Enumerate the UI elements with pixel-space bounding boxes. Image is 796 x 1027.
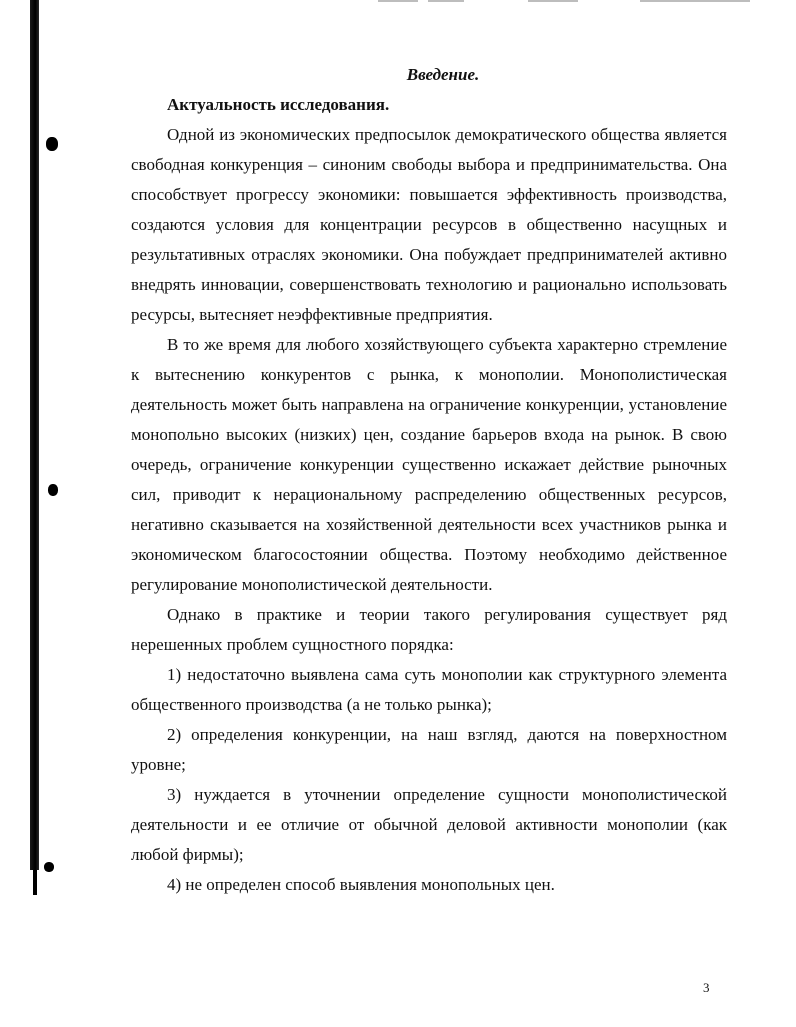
document-page (131, 60, 727, 900)
scan-top-dash (528, 0, 578, 2)
scan-blot (46, 137, 58, 151)
document-subtitle: Актуальность исследования. (167, 95, 390, 114)
document-title: Введение. (406, 65, 480, 84)
scan-top-dash (640, 0, 750, 2)
scan-top-dash (428, 0, 464, 2)
scan-blot (44, 862, 54, 872)
list-item: 2) определения конкуренции, на наш взгляд, даются на поверхностном уровне; (131, 725, 727, 774)
list-item: 4) не определен способ выявления монопольных цен. (167, 875, 555, 894)
page-number: 3 (703, 980, 710, 995)
paragraph: Одной из экономических предпосылок демократического общества является свободная конкуренция – синоним свободы выбора и предпринимательства. Она способствует прогрессу экономики: повышается эффективность производства, создаются условия для концентрации ресурсов в общественно насущных и результативных отраслях экономики. Она побуждает предпринимателей активно внедрять инновации, совершенствовать технологию и рационально использовать ресурсы, вытесняет неэффективные предприятия. (131, 125, 727, 324)
paragraph: Однако в практике и теории такого регулирования существует ряд нерешенных проблем сущностного порядка: (131, 605, 727, 654)
list-item: 1) недостаточно выявлена сама суть монополии как структурного элемента общественного производства (а не только рынка); (131, 665, 727, 714)
list-item: 3) нуждается в уточнении определение сущности монополистической деятельности и ее отличие от обычной деловой активности монополии (как любой фирмы); (131, 785, 727, 864)
scan-left-bar (30, 0, 39, 870)
scan-blot (48, 484, 58, 496)
paragraph: В то же время для любого хозяйствующего субъекта характерно стремление к вытеснению конкурентов с рынка, к монополии. Монополистическая деятельность может быть направлена на ограничение конкуренции, установление монопольно высоких (низких) цен, создание барьеров входа на рынок. В свою очередь, ограничение конкуренции существенно искажает действие рыночных сил, приводит к нерациональному распределению общественных ресурсов, негативно сказывается на хозяйственной деятельности всех участников рынка и экономическом благосостоянии общества. Поэтому необходимо действенное регулирование монополистической деятельности. (131, 335, 727, 594)
scan-bar-tail (33, 870, 37, 895)
scan-top-dash (378, 0, 418, 2)
